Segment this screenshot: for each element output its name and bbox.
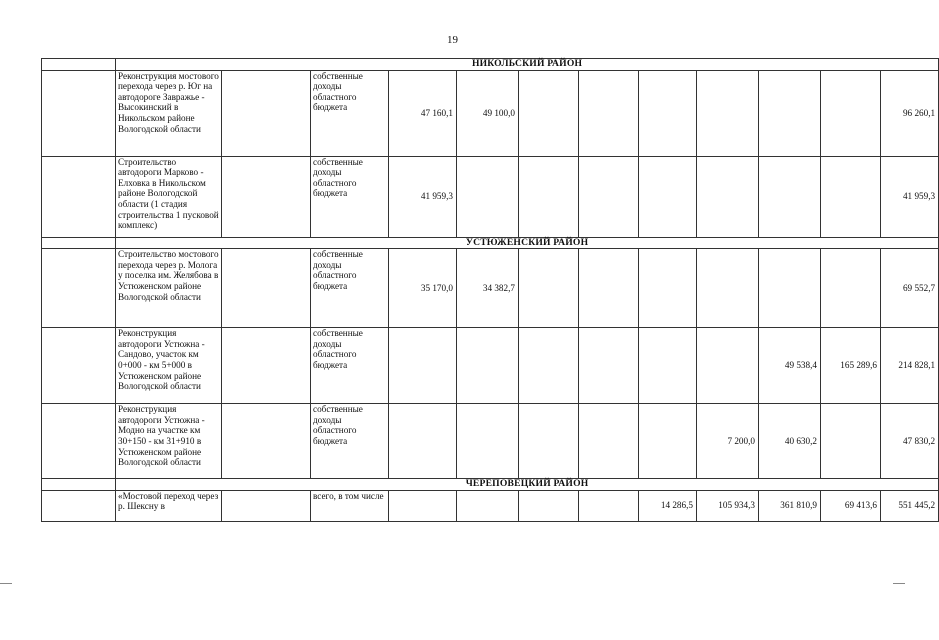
value-cell (697, 70, 759, 156)
value-cell: 49 538,4 (759, 328, 821, 404)
value-cell (579, 404, 639, 479)
page-number: 19 (447, 34, 458, 46)
value-cell (519, 70, 579, 156)
value-cell (697, 156, 759, 237)
value-cell (389, 490, 457, 521)
funding-source: собственные доходы областного бюджета (311, 70, 389, 156)
district-title: УСТЮЖЕНСКИЙ РАЙОН (116, 237, 939, 249)
value-cell (457, 328, 519, 404)
value-cell (579, 156, 639, 237)
budget-table (41, 58, 939, 522)
value-cell (639, 404, 697, 479)
value-cell (579, 490, 639, 521)
funding-source: собственные доходы областного бюджета (311, 404, 389, 479)
table-row (42, 328, 939, 404)
value-cell: 41 959,3 (389, 156, 457, 237)
funding-source: собственные доходы областного бюджета (311, 328, 389, 404)
value-cell (759, 249, 821, 328)
value-cell (697, 249, 759, 328)
object-name: Реконструкция автодороги Устюжна - Модно на участке км 30+150 - км 31+910 в Устюженском районе Вологодской области (116, 404, 222, 479)
scan-edge-mark-right (893, 583, 905, 584)
value-cell (759, 70, 821, 156)
value-cell (579, 249, 639, 328)
value-cell (389, 404, 457, 479)
total-cell: 69 552,7 (881, 249, 939, 328)
value-cell (639, 328, 697, 404)
total-cell: 96 260,1 (881, 70, 939, 156)
value-cell: 361 810,9 (759, 490, 821, 521)
value-cell: 69 413,6 (821, 490, 881, 521)
table-row (42, 404, 939, 479)
table-row (42, 490, 939, 521)
district-header-ustyuzhensky (42, 237, 939, 249)
scan-edge-mark-left (0, 583, 12, 584)
value-cell: 49 100,0 (457, 70, 519, 156)
value-cell (821, 404, 881, 479)
value-cell (457, 490, 519, 521)
value-cell: 40 630,2 (759, 404, 821, 479)
total-cell: 41 959,3 (881, 156, 939, 237)
district-title: НИКОЛЬСКИЙ РАЙОН (116, 59, 939, 71)
object-name: Строительство автодороги Марково - Елховка в Никольском районе Вологодской области (1 стадия строительства 1 пусковой комплекс) (116, 156, 222, 237)
funding-source: всего, в том числе (311, 490, 389, 521)
object-name: «Мостовой переход через р. Шексну в (116, 490, 222, 521)
funding-source: собственные доходы областного бюджета (311, 156, 389, 237)
value-cell: 105 934,3 (697, 490, 759, 521)
value-cell (579, 328, 639, 404)
value-cell (519, 328, 579, 404)
value-cell (519, 249, 579, 328)
value-cell (519, 404, 579, 479)
district-header-nikolsky (42, 59, 939, 71)
value-cell (519, 156, 579, 237)
object-name: Строительство мостового перехода через р. Молога у поселка им. Желябова в Устюженском районе Вологодской области (116, 249, 222, 328)
value-cell: 47 160,1 (389, 70, 457, 156)
value-cell: 35 170,0 (389, 249, 457, 328)
value-cell: 14 286,5 (639, 490, 697, 521)
value-cell (821, 156, 881, 237)
value-cell (457, 404, 519, 479)
value-cell (697, 328, 759, 404)
value-cell: 34 382,7 (457, 249, 519, 328)
value-cell (457, 156, 519, 237)
value-cell (639, 70, 697, 156)
value-cell (389, 328, 457, 404)
value-cell: 165 289,6 (821, 328, 881, 404)
total-cell: 214 828,1 (881, 328, 939, 404)
funding-source: собственные доходы областного бюджета (311, 249, 389, 328)
value-cell (759, 156, 821, 237)
object-name: Реконструкция мостового перехода через р. Юг на автодороге Завражье - Высокинский в Никольском районе Вологодской области (116, 70, 222, 156)
value-cell (639, 156, 697, 237)
table-row (42, 249, 939, 328)
value-cell: 7 200,0 (697, 404, 759, 479)
district-title: ЧЕРЕПОВЕЦКИЙ РАЙОН (116, 479, 939, 491)
value-cell (821, 70, 881, 156)
total-cell: 551 445,2 (881, 490, 939, 521)
table-row (42, 70, 939, 156)
district-header-cherepovetsky (42, 479, 939, 491)
table-row (42, 156, 939, 237)
value-cell (821, 249, 881, 328)
value-cell (579, 70, 639, 156)
object-name: Реконструкция автодороги Устюжна - Сандово, участок км 0+000 - км 5+000 в Устюженском районе Вологодской области (116, 328, 222, 404)
value-cell (639, 249, 697, 328)
total-cell: 47 830,2 (881, 404, 939, 479)
value-cell (519, 490, 579, 521)
